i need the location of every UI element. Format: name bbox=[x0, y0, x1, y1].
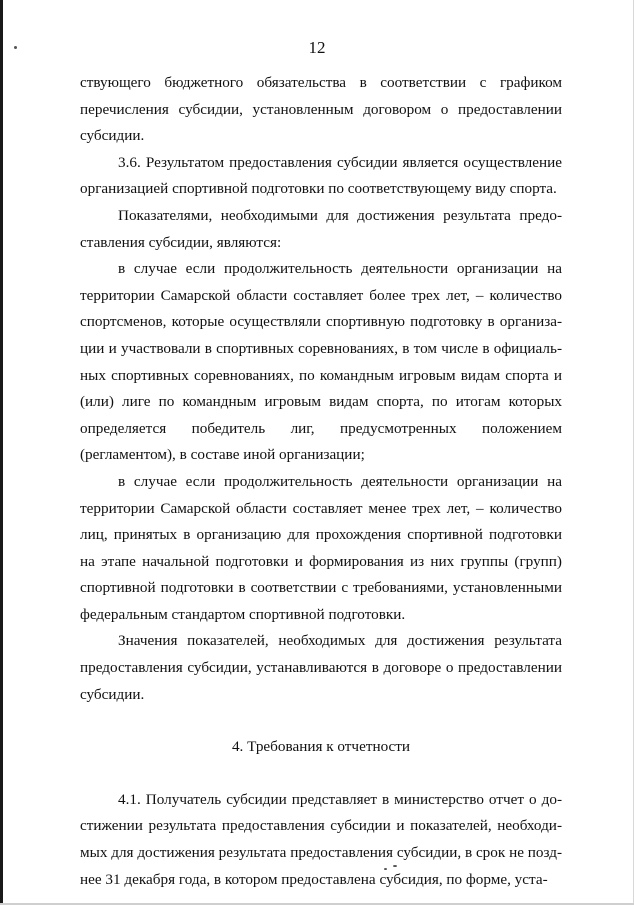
document-body bbox=[80, 70, 562, 893]
paragraph-indicator-more-than-three-years: в случае если продолжительность деятельности организации на территории Самарской области составляет более трех лет, – количество спортсменов, которые осуществляли спортивную подготовку в организации и участвовали в спортивных соревнованиях, в том числе в официальных спортивных соревнованиях, по командным игровым видам спорта и (или) лиге по командным игровым видам спорта, по итогам которых определяется победитель лиг, предусмотренных положением (регламентом), в составе иной организации; bbox=[80, 260, 562, 464]
paragraph-indicator-less-than-three-years: в случае если продолжительность деятельности организации на территории Самарской области составляет менее трех лет, – количество лиц, принятых в организацию для прохождения спортивной подготовки на этапе начальной подготовки и формирования из них группы (групп) спортивной подготовки в соответствии с требованиями, установленными федеральным стандартом спортивной подготовки. bbox=[80, 472, 562, 623]
paragraph-continuation: ствующего бюджетного обязательства в соответствии с графиком перечисления субсидии, установленным договором о предоставлении субсидии. bbox=[80, 74, 562, 145]
section-heading: 4. Требования к отчетности bbox=[231, 738, 411, 756]
paragraph-result: 3.6. Результатом предоставления субсидии является осуществление организацией спортивной подготовки по соответствующему виду спорта. bbox=[80, 153, 562, 198]
paragraph-indicator-values: Значения показателей, необходимых для достижения результата предоставления субсидии, устанавливаются в договоре о предоставлении субсидии. bbox=[80, 632, 562, 703]
scan-edge-left bbox=[0, 0, 3, 905]
paragraph-indicators-intro: Показателями, необходимыми для достижения результата предоставления субсидии, являются: bbox=[80, 206, 562, 251]
page-number: 12 bbox=[308, 38, 326, 57]
paragraph-reporting: 4.1. Получатель субсидии представляет в министерство отчет о достижении результата предоставления субсидии и показателей, необходимых для достижения результата предоставления субсидии, в срок не позднее 31 декабря года, в котором предоставлена субсидия, по форме, уста- bbox=[80, 790, 562, 888]
